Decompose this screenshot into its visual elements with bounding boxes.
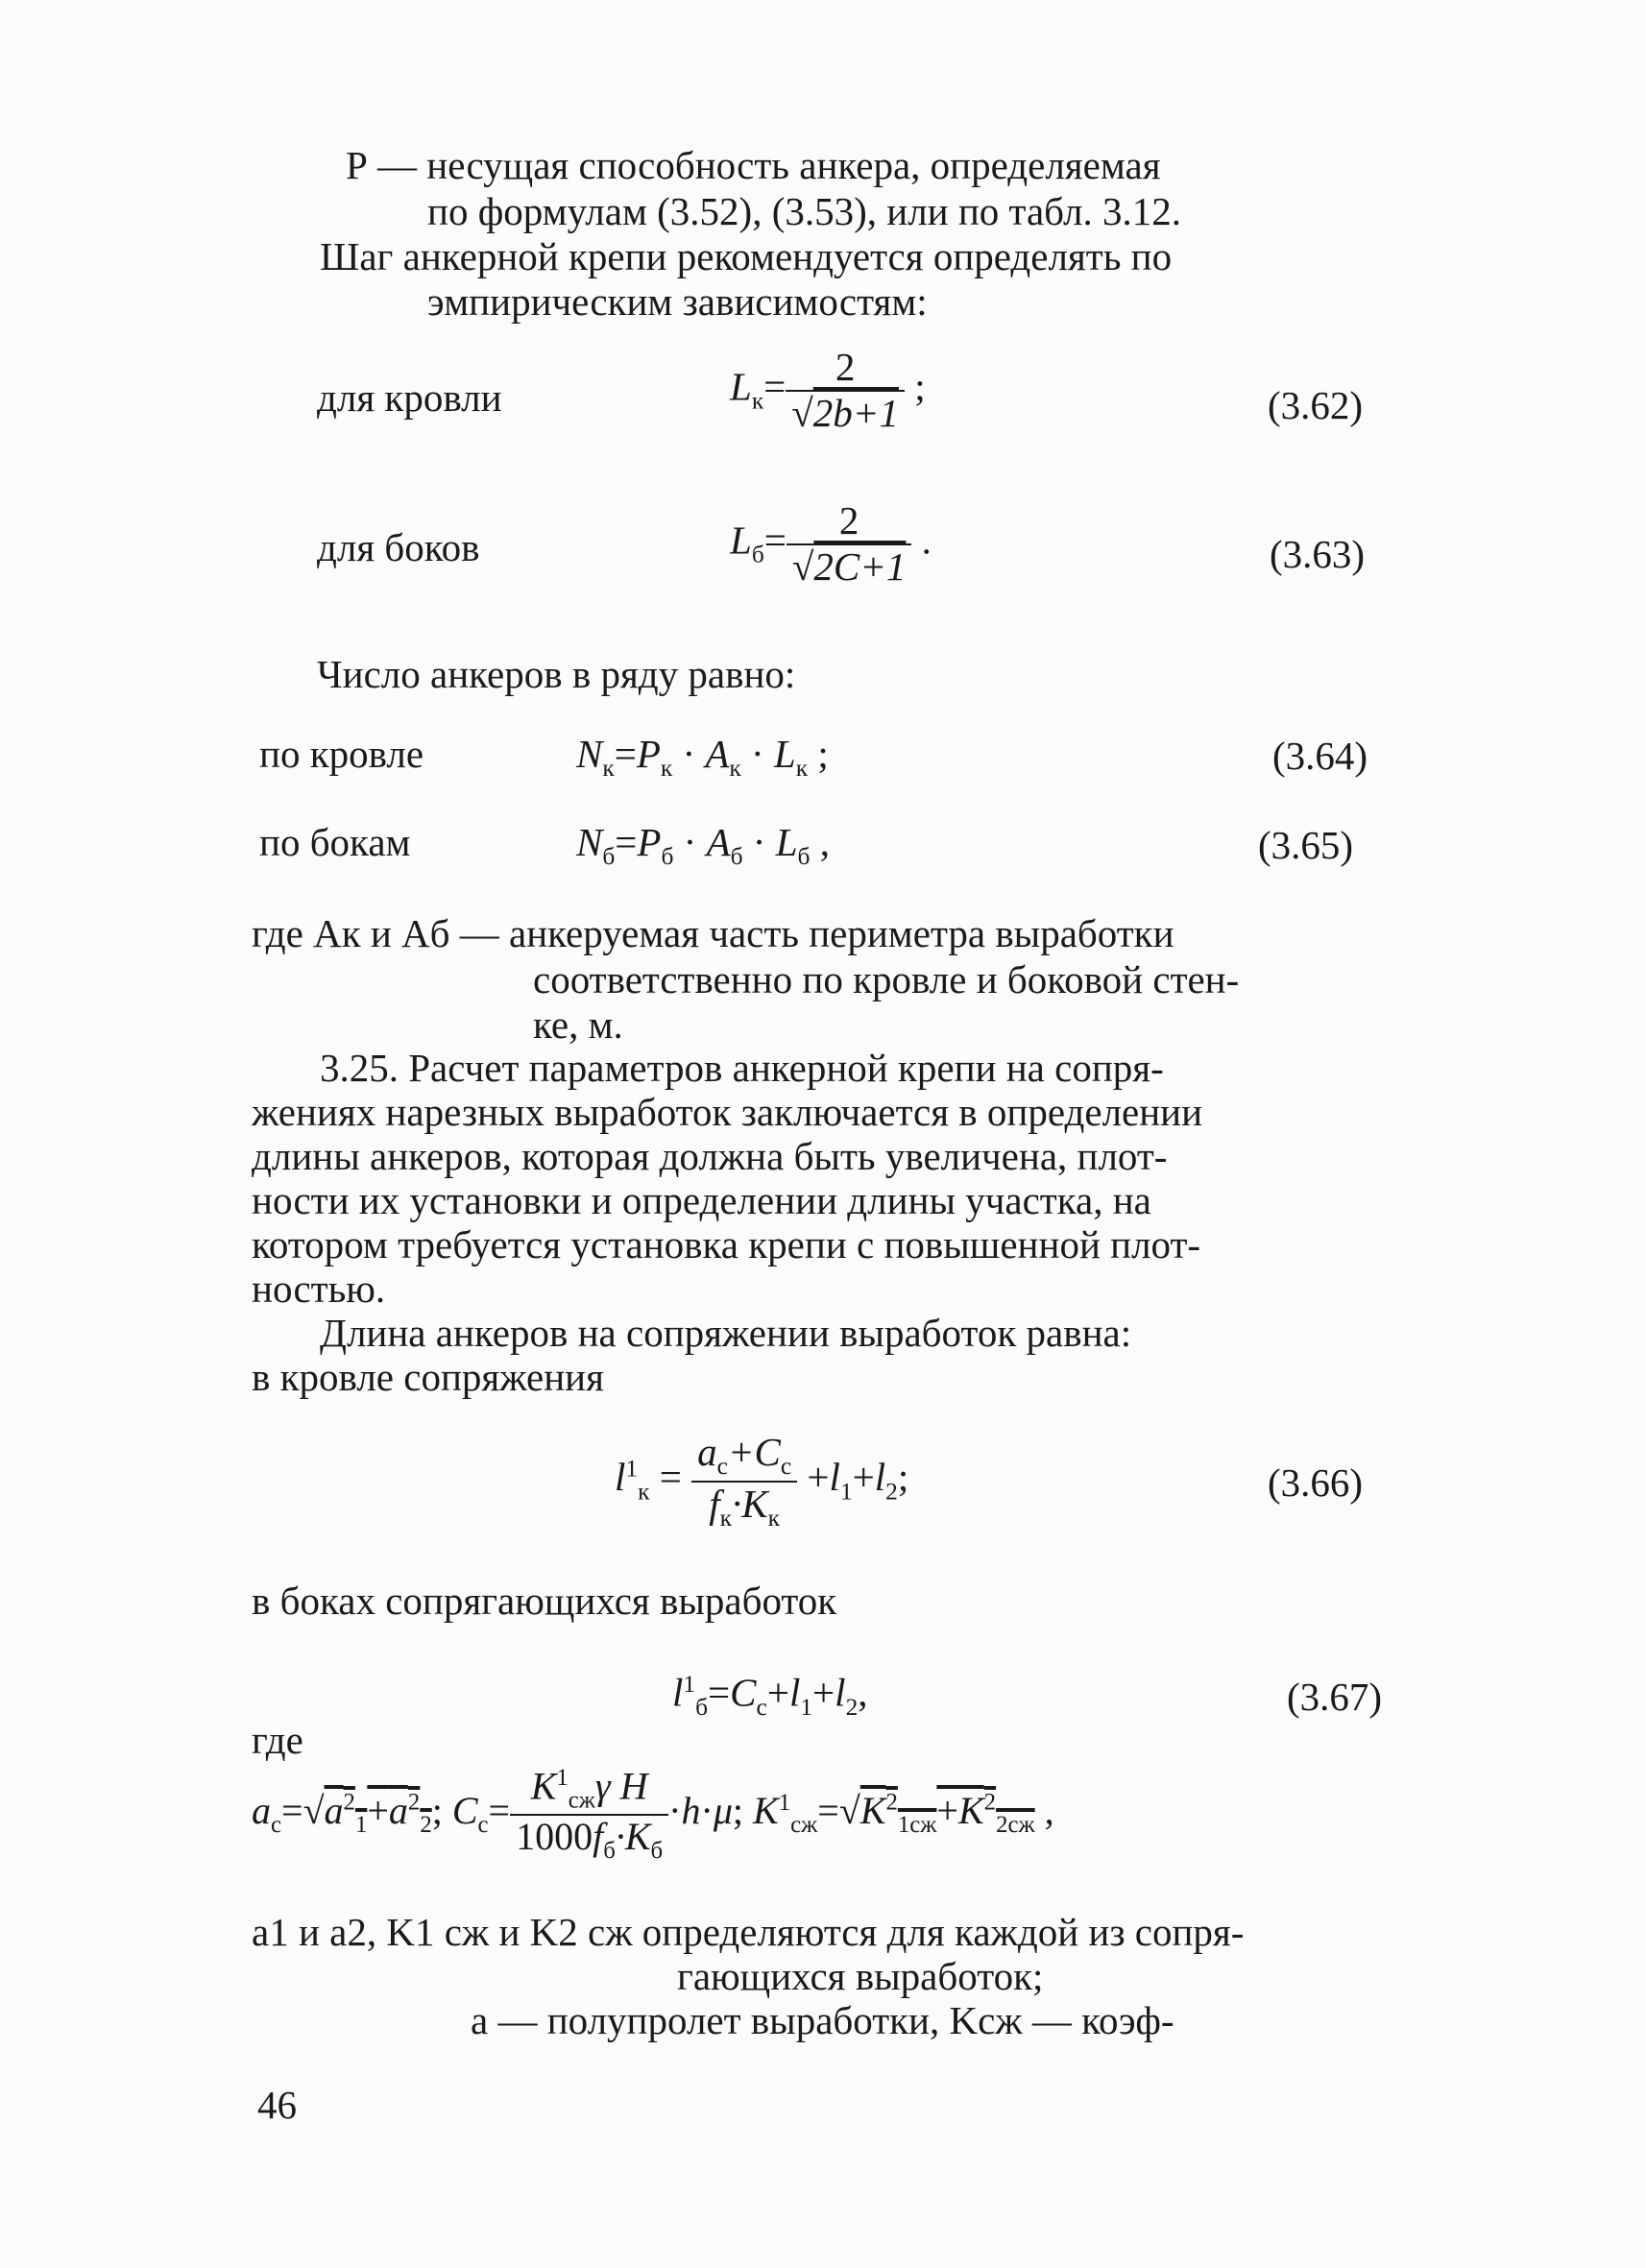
text-line: Р — несущая способность анкера, определяемая xyxy=(346,143,1161,187)
equation-number: (3.63) xyxy=(1270,532,1366,576)
formula-definitions: $a_c=√a^2_1+a^2_2$; $C_c=$ $\frac{K^1_{сж}\gamma H}{1000f_б\cdot K_б}$ ·h·μ; $K^1_{сж}=√K^2_{1сж}+K^2_{2сж}$ , xyxy=(252,1764,1054,1865)
formula-3-65: $N_б=P_б \cdot A_б \cdot L_б$ , xyxy=(576,820,830,871)
formula-3-67: $l^1_б=C_c+l_1+l_2$, xyxy=(672,1670,868,1721)
formula-3-63: $L_б=$ $\frac{2}{√2C+1}$ . xyxy=(730,498,932,589)
label-po-bokam: по бокам xyxy=(259,820,411,864)
text-line: эмпирическим зависимостям: xyxy=(427,279,928,324)
formula-3-62: $L_к=$ $\frac{2}{√2b+1}$ ; xyxy=(730,345,926,435)
text-line: гающихся выработок; xyxy=(677,1954,1044,1998)
text-line: Число анкеров в ряду равно: xyxy=(317,652,796,696)
text-line: жениях нарезных выработок заключается в определении xyxy=(252,1090,1203,1134)
page-number: 46 xyxy=(257,2083,297,2127)
label-krovli: для кровли xyxy=(317,375,502,420)
label-bokov: для боков xyxy=(317,525,480,569)
text-line: ностью. xyxy=(252,1267,386,1311)
text-line: по формулам (3.52), (3.53), или по табл. 3.12. xyxy=(427,189,1181,233)
text-line: в кровле сопряжения xyxy=(252,1355,604,1399)
text-line: ке, м. xyxy=(533,1002,623,1047)
text-line: a — полупролет выработки, Kсж — коэф- xyxy=(471,1998,1174,2042)
equation-number: (3.67) xyxy=(1287,1675,1383,1719)
label-po-krovle: по кровле xyxy=(259,732,424,776)
text-line: в боках сопрягающихся выработок xyxy=(252,1579,837,1623)
text-line: где Aк и Aб — анкеруемая часть периметра выработки xyxy=(252,911,1174,955)
text-line: Шаг анкерной крепи рекомендуется определять по xyxy=(320,234,1173,278)
text-line: котором требуется установка крепи с повышенной плот- xyxy=(252,1222,1201,1267)
text-line: 3.25. Расчет параметров анкерной крепи на сопря- xyxy=(320,1046,1164,1090)
text-line: Длина анкеров на сопряжении выработок равна: xyxy=(320,1311,1132,1355)
equation-number: (3.65) xyxy=(1258,823,1354,867)
formula-3-66: $l^1_к$ = $\frac{a_c+C_c}{f_к\cdot K_к}$ $+l_1+l_2$; xyxy=(615,1430,909,1532)
text-line: длины анкеров, которая должна быть увеличена, плот- xyxy=(252,1134,1168,1178)
equation-number: (3.64) xyxy=(1272,734,1368,778)
text-line: соответственно по кровле и боковой стен- xyxy=(533,957,1240,1001)
text-line: где xyxy=(252,1718,303,1762)
equation-number: (3.62) xyxy=(1268,383,1364,427)
formula-3-64: $N_к=P_к \cdot A_к \cdot L_к$ ; xyxy=(576,732,829,783)
text-line: ности их установки и определении длины участка, на xyxy=(252,1178,1151,1222)
equation-number: (3.66) xyxy=(1268,1460,1364,1505)
text-line: a1 и a2, K1 сж и K2 сж определяются для каждой из сопря- xyxy=(252,1910,1245,1954)
